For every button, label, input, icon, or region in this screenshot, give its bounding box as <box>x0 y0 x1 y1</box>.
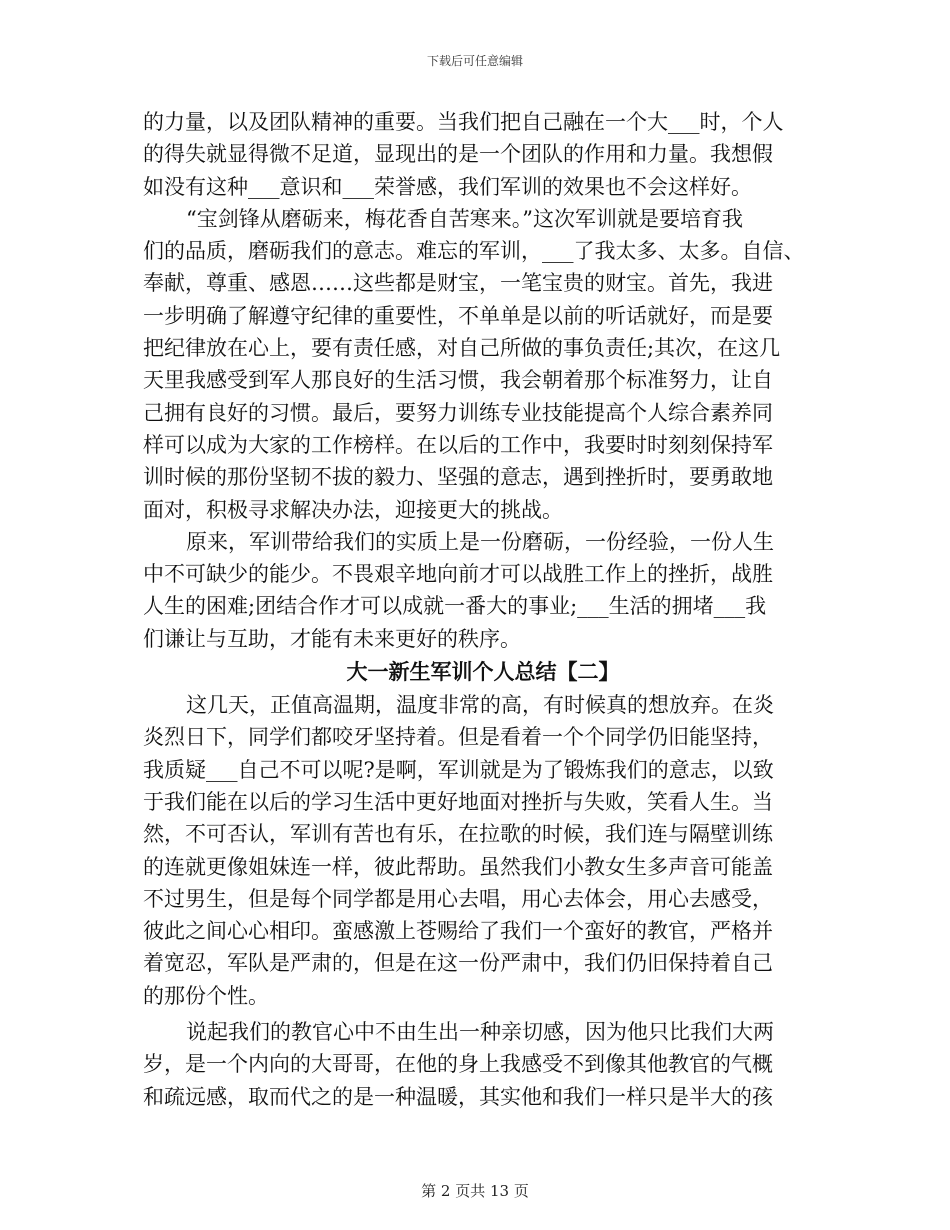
text-line: 不过男生，但是每个同学都是用心去唱，用心去体会，用心去感受， <box>143 886 773 911</box>
text-line: 炎烈日下，同学们都咬牙坚持着。但是看着一个个同学仍旧能坚持， <box>143 725 773 750</box>
page-header: 下载后可任意编辑 <box>426 54 523 68</box>
text-line: “宝剑锋从磨砺来，梅花香自苦寒来。”这次军训就是要培育我 <box>186 206 743 231</box>
text-line: 人生的困难;团结合作才可以成就一番大的事业;___生活的拥堵___我 <box>143 594 767 619</box>
text-line: 于我们能在以后的学习生活中更好地面对挫折与失败，笑看人生。当 <box>143 789 773 814</box>
text-line: 我质疑___自己不可以呢?是啊，军训就是为了锻炼我们的意志，以致 <box>143 757 774 782</box>
text-line: 中不可缺少的能少。不畏艰辛地向前才可以战胜工作上的挫折，战胜 <box>143 562 773 587</box>
text-line: 的连就更像姐妹连一样，彼此帮助。虽然我们小教女生多声音可能盖 <box>143 854 773 879</box>
text-line: 和疏远感，取而代之的是一种温暖，其实他和我们一样只是半大的孩 <box>143 1084 773 1109</box>
text-line: 的那份个性。 <box>143 983 269 1008</box>
page-footer: 第 2 页共 13 页 <box>421 1182 529 1200</box>
paragraph <box>143 106 823 203</box>
text-line: 原来，军训带给我们的实质上是一份磨砺，一份经验，一份人生 <box>186 529 774 554</box>
text-line: 这几天，正值高温期，温度非常的高，有时候真的想放弃。在炎 <box>186 693 774 718</box>
text-line: 们谦让与互助，才能有未来更好的秩序。 <box>143 626 521 651</box>
text-line: 一步明确了解遵守纪律的重要性，不单单是以前的听话就好，而是要 <box>143 303 773 328</box>
text-line: 把纪律放在心上，要有责任感，对自己所做的事负责任;其次，在这几 <box>143 336 781 361</box>
text-line: 样可以成为大家的工作榜样。在以后的工作中，我要时时刻刻保持军 <box>143 432 773 457</box>
document-body <box>143 106 823 1113</box>
text-line: 们的品质，磨砺我们的意志。难忘的军训，___了我太多、太多。自信、 <box>143 239 805 264</box>
text-line: 天里我感受到军人那良好的生活习惯，我会朝着那个标准努力，让自 <box>143 368 773 393</box>
text-line: 己拥有良好的习惯。最后，要努力训练专业技能提高个人综合素养同 <box>143 400 773 425</box>
section-title: 大一新生军训个人总结【二】 <box>346 659 620 685</box>
paragraph <box>143 526 823 655</box>
paragraph <box>143 203 823 526</box>
text-line: 奉献，尊重、感恩……这些都是财宝，一笔宝贵的财宝。首先，我进 <box>143 271 773 296</box>
text-line: 岁，是一个内向的大哥哥，在他的身上我感受不到像其他教官的气概 <box>143 1052 773 1077</box>
text-line: 着宽忍，军队是严肃的，但是在这一份严肃中，我们仍旧保持着自己 <box>143 951 773 976</box>
text-line: 如没有这种___意识和___荣誉感，我们军训的效果也不会这样好。 <box>143 174 752 199</box>
text-line: 的得失就显得微不足道，显现出的是一个团队的作用和力量。我想假 <box>143 142 773 167</box>
paragraph <box>143 689 823 1012</box>
text-line: 面对，积极寻求解决办法，迎接更大的挑战。 <box>143 497 563 522</box>
text-line: 然，不可否认，军训有苦也有乐，在拉歌的时候，我们连与隔壁训练 <box>143 822 773 847</box>
text-line: 彼此之间心心相印。蛮感激上苍赐给了我们一个蛮好的教官，严格并 <box>143 919 773 944</box>
text-line: 说起我们的教官心中不由生出一种亲切感，因为他只比我们大两 <box>186 1020 774 1045</box>
paragraph <box>143 1016 823 1113</box>
text-line: 训时候的那份坚韧不拔的毅力、坚强的意志，遇到挫折时，要勇敢地 <box>143 465 773 490</box>
text-line: 的力量，以及团队精神的重要。当我们把自己融在一个大___时，个人 <box>143 110 784 134</box>
